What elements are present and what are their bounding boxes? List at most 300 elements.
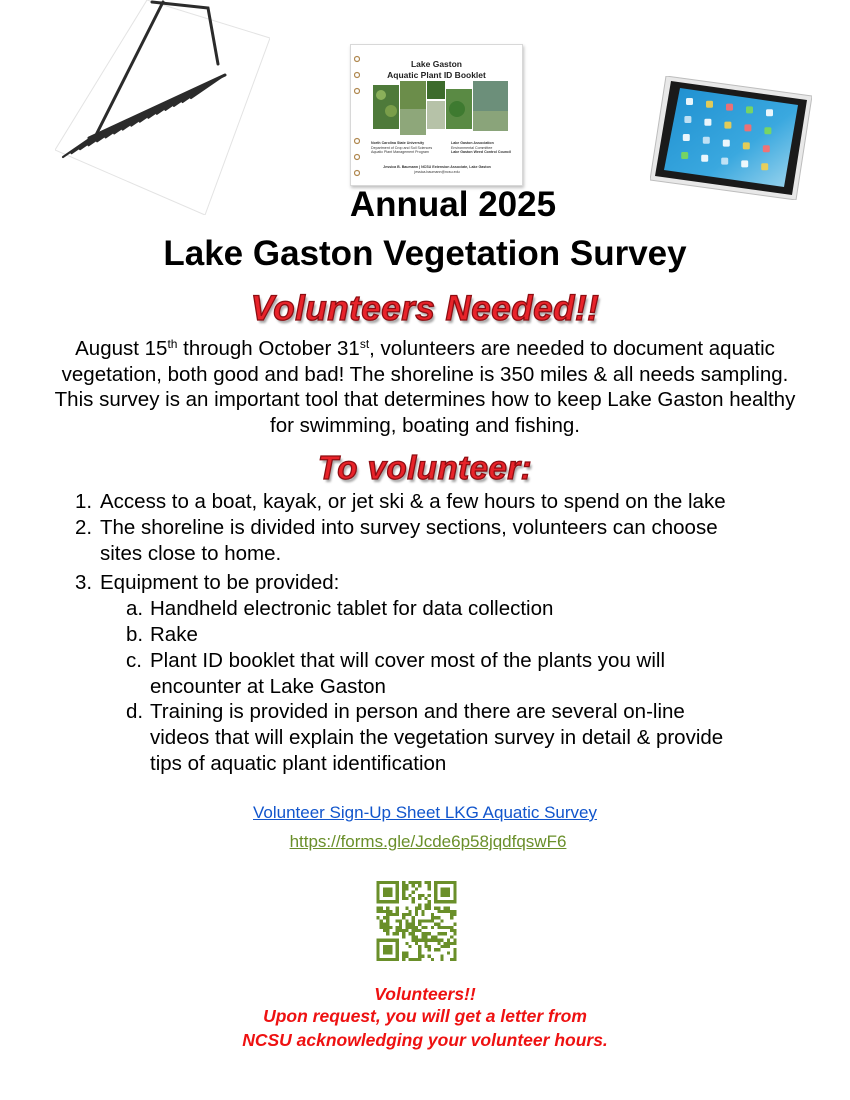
qr-module	[421, 910, 424, 913]
qr-module	[386, 948, 389, 951]
qr-module	[418, 923, 421, 926]
qr-module	[444, 900, 447, 903]
tablet-app-icon	[726, 104, 733, 111]
qr-module	[396, 910, 399, 913]
booklet-picture	[350, 44, 523, 186]
requirement-item-1: 1. Access to a boat, kayak, or jet ski & a few hours to spend on the lake	[75, 490, 726, 513]
qr-module	[402, 958, 405, 961]
qr-module	[383, 945, 386, 948]
qr-module	[434, 939, 437, 942]
qr-module	[412, 891, 415, 894]
qr-module	[418, 903, 421, 906]
tablet-app-icon	[681, 152, 688, 159]
qr-module	[377, 900, 380, 903]
qr-module	[396, 926, 399, 929]
qr-module	[402, 935, 405, 938]
qr-module	[377, 881, 380, 884]
qr-module	[421, 939, 424, 942]
qr-module	[383, 891, 386, 894]
qr-module	[396, 929, 399, 932]
qr-module	[377, 942, 380, 945]
qr-module	[437, 923, 440, 926]
title-vegetation-survey: Lake Gaston Vegetation Survey	[163, 234, 687, 273]
qr-module	[434, 916, 437, 919]
qr-module	[453, 942, 456, 945]
tablet-app-icon	[683, 134, 690, 141]
qr-module	[444, 887, 447, 890]
qr-module	[399, 919, 402, 922]
qr-module	[431, 939, 434, 942]
qr-module	[405, 926, 408, 929]
qr-module	[386, 929, 389, 932]
qr-module	[386, 887, 389, 890]
qr-module	[431, 916, 434, 919]
rake-picture	[55, 0, 270, 215]
equipment-item-b: b. Rake	[126, 623, 198, 646]
qr-module	[412, 923, 415, 926]
qr-module	[425, 903, 428, 906]
qr-module	[405, 887, 408, 890]
tablet-app-icon	[701, 155, 708, 162]
qr-module	[447, 939, 450, 942]
qr-module	[453, 894, 456, 897]
qr-module	[377, 951, 380, 954]
qr-module	[441, 910, 444, 913]
qr-module	[409, 923, 412, 926]
qr-module	[377, 897, 380, 900]
tablet-app-icon	[743, 142, 750, 149]
signup-sheet-link[interactable]: Volunteer Sign-Up Sheet LKG Aquatic Survey	[253, 803, 597, 822]
qr-module	[405, 919, 408, 922]
qr-module	[415, 907, 418, 910]
qr-module	[396, 907, 399, 910]
qr-module	[415, 881, 418, 884]
qr-module	[437, 916, 440, 919]
qr-module	[389, 913, 392, 916]
qr-module	[437, 948, 440, 951]
qr-module	[415, 929, 418, 932]
qr-module	[405, 897, 408, 900]
qr-module	[428, 907, 431, 910]
qr-module	[453, 891, 456, 894]
qr-module	[418, 939, 421, 942]
qr-module	[386, 958, 389, 961]
qr-module	[437, 907, 440, 910]
qr-module	[412, 926, 415, 929]
qr-module	[421, 932, 424, 935]
qr-module	[412, 929, 415, 932]
qr-module	[399, 923, 402, 926]
qr-module	[389, 951, 392, 954]
qr-module	[425, 939, 428, 942]
qr-module	[383, 951, 386, 954]
qr-code[interactable]	[376, 881, 457, 961]
qr-module	[447, 951, 450, 954]
qr-module	[377, 891, 380, 894]
qr-module	[447, 894, 450, 897]
qr-module	[396, 897, 399, 900]
qr-module	[402, 951, 405, 954]
qr-module	[441, 945, 444, 948]
qr-module	[412, 916, 415, 919]
tablet-app-icon	[744, 124, 751, 131]
qr-module	[434, 891, 437, 894]
qr-module	[405, 884, 408, 887]
qr-module	[377, 887, 380, 890]
banner-to-volunteer: To volunteer:	[317, 449, 533, 486]
qr-module	[396, 884, 399, 887]
qr-module	[412, 897, 415, 900]
qr-module	[386, 932, 389, 935]
tablet-app-icon	[766, 109, 773, 116]
qr-module	[389, 948, 392, 951]
qr-module	[415, 958, 418, 961]
qr-module	[389, 900, 392, 903]
qr-module	[425, 932, 428, 935]
qr-module	[386, 919, 389, 922]
qr-module	[415, 913, 418, 916]
qr-module	[396, 951, 399, 954]
qr-module	[402, 929, 405, 932]
qr-module	[441, 894, 444, 897]
tablet-app-icon	[703, 137, 710, 144]
qr-module	[441, 926, 444, 929]
qr-module	[418, 929, 421, 932]
qr-module	[380, 923, 383, 926]
qr-module	[418, 894, 421, 897]
qr-module	[412, 919, 415, 922]
booklet-footer-right: Lake Gaston Association Environmental Committee Lake Gaston Weed Control Council	[451, 141, 512, 155]
qr-module	[415, 910, 418, 913]
qr-module	[386, 891, 389, 894]
qr-module	[396, 919, 399, 922]
qr-module	[421, 919, 424, 922]
qr-module	[389, 958, 392, 961]
qr-module	[447, 881, 450, 884]
qr-module	[377, 884, 380, 887]
qr-module	[418, 881, 421, 884]
qr-module	[437, 910, 440, 913]
equipment-item-c: c. Plant ID booklet that will cover most of the plants you will encounter at Lake Gaston	[126, 649, 666, 698]
tablet-app-icon	[724, 122, 731, 129]
qr-module	[450, 881, 453, 884]
qr-module	[386, 916, 389, 919]
qr-module	[441, 887, 444, 890]
qr-module	[386, 900, 389, 903]
qr-module	[380, 881, 383, 884]
qr-module	[428, 919, 431, 922]
qr-module	[405, 929, 408, 932]
qr-module	[380, 919, 383, 922]
qr-module	[396, 932, 399, 935]
qr-module	[447, 887, 450, 890]
qr-module	[444, 942, 447, 945]
qr-module	[389, 926, 392, 929]
qr-module	[380, 958, 383, 961]
qr-module	[444, 881, 447, 884]
qr-module	[377, 894, 380, 897]
qr-module	[380, 900, 383, 903]
qr-module	[418, 951, 421, 954]
qr-module	[444, 907, 447, 910]
qr-module	[441, 955, 444, 958]
qr-module	[415, 939, 418, 942]
qr-module	[412, 939, 415, 942]
qr-module	[418, 958, 421, 961]
qr-module	[405, 907, 408, 910]
qr-module	[402, 887, 405, 890]
qr-module	[415, 887, 418, 890]
qr-module	[380, 939, 383, 942]
qr-module	[402, 881, 405, 884]
qr-module	[386, 881, 389, 884]
tablet-app-icon	[746, 106, 753, 113]
qr-module	[425, 926, 428, 929]
qr-module	[386, 907, 389, 910]
qr-module	[383, 916, 386, 919]
qr-module	[428, 894, 431, 897]
qr-module	[389, 945, 392, 948]
tablet-app-icon	[723, 140, 730, 147]
qr-module	[434, 935, 437, 938]
qr-module	[383, 881, 386, 884]
qr-module	[415, 935, 418, 938]
qr-module	[434, 894, 437, 897]
qr-module	[415, 942, 418, 945]
qr-module	[386, 951, 389, 954]
qr-module	[409, 926, 412, 929]
qr-module	[399, 929, 402, 932]
qr-module	[450, 900, 453, 903]
qr-module	[418, 919, 421, 922]
qr-module	[386, 894, 389, 897]
qr-module	[434, 887, 437, 890]
qr-module	[393, 881, 396, 884]
qr-module	[396, 900, 399, 903]
tablet-app-icon	[706, 101, 713, 108]
qr-module	[453, 955, 456, 958]
qr-module	[405, 955, 408, 958]
qr-module	[396, 881, 399, 884]
qr-module	[396, 913, 399, 916]
intro-paragraph: August 15th through October 31st, volunteers are needed to document aquatic vegetation, both good and bad! The shoreline is 350 miles & all needs sampling. This survey is an important tool that determines how to keep Lake Gaston healthy for swimming, boating and fishing.	[54, 337, 796, 437]
qr-module	[396, 887, 399, 890]
qr-module	[405, 951, 408, 954]
qr-module	[412, 900, 415, 903]
qr-module	[418, 955, 421, 958]
qr-module	[444, 926, 447, 929]
qr-module	[396, 942, 399, 945]
qr-module	[425, 881, 428, 884]
qr-module	[444, 894, 447, 897]
qr-module	[453, 881, 456, 884]
form-url-link[interactable]: https://forms.gle/Jcde6p58jqdfqswF6	[289, 832, 567, 851]
qr-module	[402, 897, 405, 900]
qr-module	[409, 958, 412, 961]
qr-module	[428, 881, 431, 884]
equipment-item-a: a. Handheld electronic tablet for data collection	[126, 597, 554, 620]
closing-letter-line: Upon request, you will get a letter from	[263, 1006, 587, 1026]
qr-module	[418, 897, 421, 900]
qr-module	[453, 932, 456, 935]
qr-module	[431, 935, 434, 938]
qr-module	[412, 958, 415, 961]
requirement-item-2: 2. The shoreline is divided into survey sections, volunteers can choose sites close to home.	[75, 516, 718, 565]
qr-module	[428, 955, 431, 958]
qr-module	[377, 958, 380, 961]
closing-hours-line: NCSU acknowledging your volunteer hours.	[242, 1030, 608, 1050]
qr-module	[393, 939, 396, 942]
qr-module	[396, 894, 399, 897]
qr-module	[389, 894, 392, 897]
qr-module	[434, 897, 437, 900]
qr-module	[412, 935, 415, 938]
qr-module	[409, 913, 412, 916]
tablet-app-icon	[761, 163, 768, 170]
qr-module	[453, 887, 456, 890]
booklet-footer-left: North Carolina State University Department of Crop and Soil Sciences Aquatic Plant Management Program	[371, 141, 433, 155]
qr-module	[453, 951, 456, 954]
qr-module	[386, 939, 389, 942]
qr-module	[405, 923, 408, 926]
qr-module	[415, 926, 418, 929]
qr-module	[402, 916, 405, 919]
qr-module	[453, 897, 456, 900]
requirement-item-3: 3. Equipment to be provided:	[75, 571, 340, 594]
qr-module	[418, 945, 421, 948]
qr-module	[441, 900, 444, 903]
qr-module	[377, 939, 380, 942]
qr-module	[418, 907, 421, 910]
qr-module	[447, 907, 450, 910]
qr-module	[447, 910, 450, 913]
tablet-app-icon	[741, 160, 748, 167]
booklet-footer-bottom: Jessica B. Baumann | NCSU Extension Associate, Lake Gaston jessica.baumann@ncsu.edu	[383, 165, 491, 174]
qr-module	[434, 900, 437, 903]
qr-module	[425, 945, 428, 948]
tablet-app-icon	[764, 127, 771, 134]
qr-module	[383, 900, 386, 903]
qr-module	[434, 907, 437, 910]
qr-module	[396, 958, 399, 961]
qr-module	[389, 910, 392, 913]
qr-module	[453, 958, 456, 961]
tablet-app-icon	[686, 98, 693, 105]
qr-module	[434, 923, 437, 926]
qr-module	[380, 926, 383, 929]
qr-module	[393, 958, 396, 961]
qr-module	[428, 948, 431, 951]
qr-module	[441, 932, 444, 935]
qr-module	[450, 916, 453, 919]
qr-module	[386, 910, 389, 913]
qr-module	[418, 884, 421, 887]
qr-module	[453, 929, 456, 932]
qr-module	[396, 945, 399, 948]
qr-module	[441, 958, 444, 961]
qr-module	[380, 907, 383, 910]
qr-module	[437, 926, 440, 929]
qr-module	[425, 935, 428, 938]
qr-module	[383, 948, 386, 951]
qr-module	[380, 910, 383, 913]
qr-module	[453, 948, 456, 951]
qr-module	[453, 923, 456, 926]
qr-module	[418, 948, 421, 951]
qr-module	[441, 919, 444, 922]
qr-module	[402, 894, 405, 897]
qr-module	[450, 910, 453, 913]
qr-module	[444, 932, 447, 935]
qr-module	[431, 958, 434, 961]
qr-module	[377, 910, 380, 913]
qr-module	[412, 884, 415, 887]
qr-module	[447, 926, 450, 929]
qr-module	[402, 932, 405, 935]
qr-module	[453, 939, 456, 942]
qr-module	[441, 881, 444, 884]
qr-module	[421, 955, 424, 958]
tablet-picture	[650, 76, 812, 200]
qr-module	[386, 913, 389, 916]
qr-module	[383, 887, 386, 890]
tablet-app-icon	[763, 145, 770, 152]
qr-module	[377, 907, 380, 910]
qr-module	[450, 913, 453, 916]
qr-module	[383, 939, 386, 942]
qr-module	[386, 923, 389, 926]
qr-module	[453, 900, 456, 903]
qr-module	[412, 932, 415, 935]
qr-module	[444, 945, 447, 948]
title-annual-2025: Annual 2025	[349, 185, 557, 224]
qr-module	[425, 942, 428, 945]
qr-module	[383, 894, 386, 897]
qr-module	[437, 942, 440, 945]
qr-module	[431, 926, 434, 929]
qr-module	[441, 891, 444, 894]
qr-module	[396, 939, 399, 942]
qr-module	[428, 939, 431, 942]
qr-module	[450, 935, 453, 938]
qr-module	[409, 910, 412, 913]
qr-module	[377, 948, 380, 951]
qr-module	[444, 910, 447, 913]
qr-module	[405, 942, 408, 945]
qr-module	[441, 939, 444, 942]
qr-module	[393, 900, 396, 903]
qr-module	[402, 884, 405, 887]
qr-module	[399, 926, 402, 929]
qr-module	[425, 919, 428, 922]
qr-module	[377, 945, 380, 948]
qr-module	[434, 884, 437, 887]
tablet-app-icon	[684, 116, 691, 123]
qr-module	[383, 926, 386, 929]
qr-module	[409, 945, 412, 948]
equipment-item-d: d. Training is provided in person and there are several on-line videos that will explain the vegetation survey in detail & provide tips of aquatic plant identification	[126, 700, 724, 775]
qr-module	[389, 887, 392, 890]
qr-module	[386, 945, 389, 948]
qr-module	[431, 913, 434, 916]
qr-module	[402, 913, 405, 916]
qr-module	[437, 900, 440, 903]
qr-module	[421, 894, 424, 897]
qr-module	[447, 942, 450, 945]
qr-module	[393, 913, 396, 916]
qr-module	[383, 923, 386, 926]
qr-module	[444, 891, 447, 894]
